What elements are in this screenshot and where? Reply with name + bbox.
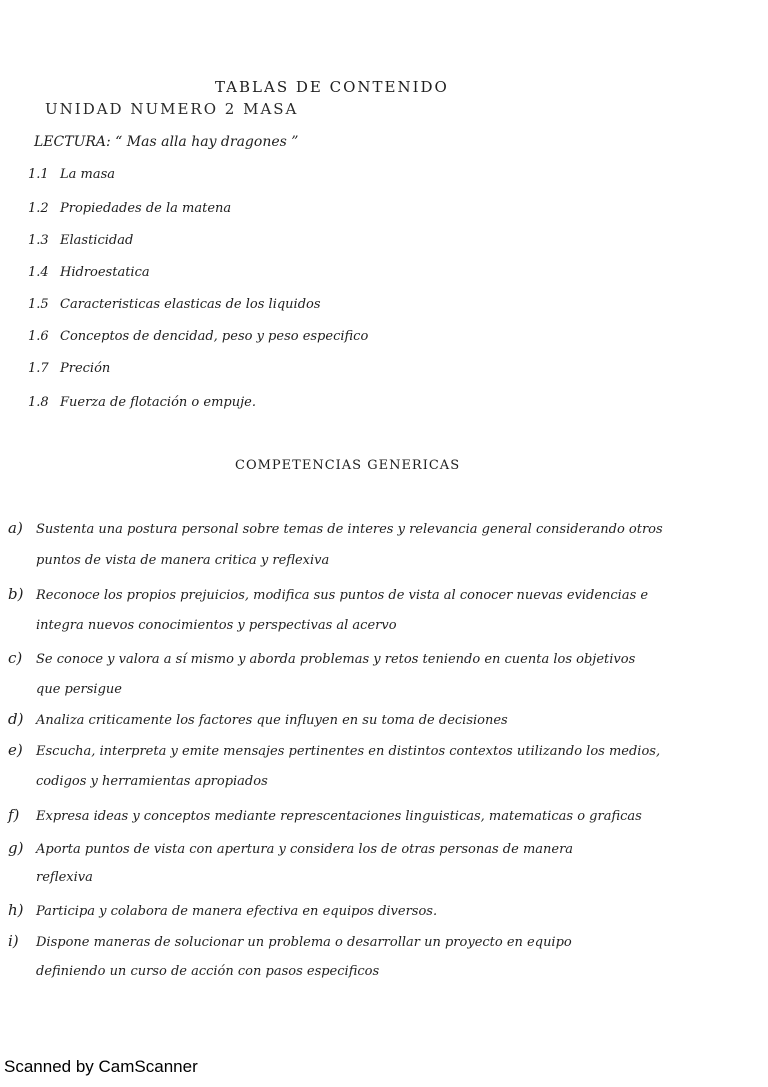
competencia-item bbox=[8, 932, 572, 950]
toc-number: 1.2 bbox=[28, 201, 49, 216]
item-continuation: puntos de vista de manera critica y reflexiva bbox=[36, 553, 330, 568]
item-letter: d) bbox=[8, 710, 24, 728]
toc-text: La masa bbox=[60, 167, 116, 182]
scanner-watermark: Scanned by CamScanner bbox=[4, 1057, 198, 1076]
toc-item bbox=[28, 265, 150, 280]
toc-item bbox=[28, 329, 368, 344]
item-letter: b) bbox=[8, 585, 24, 603]
toc-item bbox=[28, 201, 231, 216]
item-continuation: codigos y herramientas apropiados bbox=[36, 774, 268, 789]
toc-item bbox=[28, 395, 256, 410]
toc-number: 1.6 bbox=[28, 329, 49, 344]
competencia-item bbox=[8, 839, 573, 857]
toc-number: 1.1 bbox=[28, 167, 49, 182]
item-text: Participa y colabora de manera efectiva en equipos diversos. bbox=[36, 904, 438, 919]
item-letter: i) bbox=[8, 932, 19, 950]
toc-text: Conceptos de dencidad, peso y peso especifico bbox=[60, 329, 369, 344]
competencia-item bbox=[8, 649, 635, 667]
lectura-line: LECTURA: “ Mas alla hay dragones ” bbox=[34, 134, 299, 150]
item-text: Escucha, interpreta y emite mensajes pertinentes en distintos contextos utilizando los medios, bbox=[36, 744, 661, 759]
toc-text: Preción bbox=[60, 361, 111, 376]
toc-number: 1.5 bbox=[28, 297, 49, 312]
item-continuation: que persigue bbox=[36, 682, 122, 697]
item-letter: a) bbox=[8, 519, 23, 537]
item-text: Sustenta una postura personal sobre temas de interes y relevancia general considerando otros bbox=[36, 522, 663, 537]
competencia-item bbox=[8, 741, 660, 759]
item-letter: f) bbox=[8, 806, 20, 824]
toc-item bbox=[28, 361, 110, 376]
item-text: Reconoce los propios prejuicios, modifica sus puntos de vista al conocer nuevas evidencias e bbox=[36, 588, 649, 603]
item-continuation: reflexiva bbox=[36, 870, 93, 885]
toc-number: 1.4 bbox=[28, 265, 49, 280]
item-letter: g) bbox=[8, 839, 24, 857]
item-text: Analiza criticamente los factores que influyen en su toma de decisiones bbox=[36, 713, 508, 728]
item-continuation: integra nuevos conocimientos y perspectivas al acervo bbox=[36, 618, 397, 633]
competencia-item bbox=[8, 710, 508, 728]
competencia-item bbox=[8, 806, 642, 824]
toc-item bbox=[28, 297, 321, 312]
item-continuation: definiendo un curso de acción con pasos especificos bbox=[36, 964, 380, 979]
toc-text: Hidroestatica bbox=[60, 265, 150, 280]
competencia-item bbox=[8, 519, 663, 537]
toc-item bbox=[28, 233, 133, 248]
item-text: Se conoce y valora a sí mismo y aborda problemas y retos teniendo en cuenta los objetivos bbox=[36, 652, 636, 667]
item-text: Aporta puntos de vista con apertura y considera los de otras personas de manera bbox=[36, 842, 574, 857]
competencia-item bbox=[8, 585, 648, 603]
competencia-item bbox=[8, 901, 437, 919]
toc-item bbox=[28, 167, 115, 182]
section-heading: COMPETENCIAS GENERICAS bbox=[235, 458, 461, 473]
toc-text: Caracteristicas elasticas de los liquidos bbox=[60, 297, 321, 312]
toc-text: Fuerza de flotación o empuje. bbox=[60, 395, 256, 410]
item-text: Dispone maneras de solucionar un problema o desarrollar un proyecto en equipo bbox=[36, 935, 572, 950]
toc-number: 1.8 bbox=[28, 395, 49, 410]
page-title: TABLAS DE CONTENIDO bbox=[215, 78, 449, 96]
toc-number: 1.7 bbox=[28, 361, 49, 376]
unit-heading: UNIDAD NUMERO 2 MASA bbox=[45, 100, 299, 118]
toc-text: Propiedades de la matena bbox=[60, 201, 232, 216]
item-letter: c) bbox=[8, 649, 23, 667]
toc-number: 1.3 bbox=[28, 233, 49, 248]
toc-text: Elasticidad bbox=[60, 233, 134, 248]
item-letter: h) bbox=[8, 901, 24, 919]
item-letter: e) bbox=[8, 741, 23, 759]
item-text: Expresa ideas y conceptos mediante represcentaciones linguisticas, matematicas o graficas bbox=[36, 809, 642, 824]
